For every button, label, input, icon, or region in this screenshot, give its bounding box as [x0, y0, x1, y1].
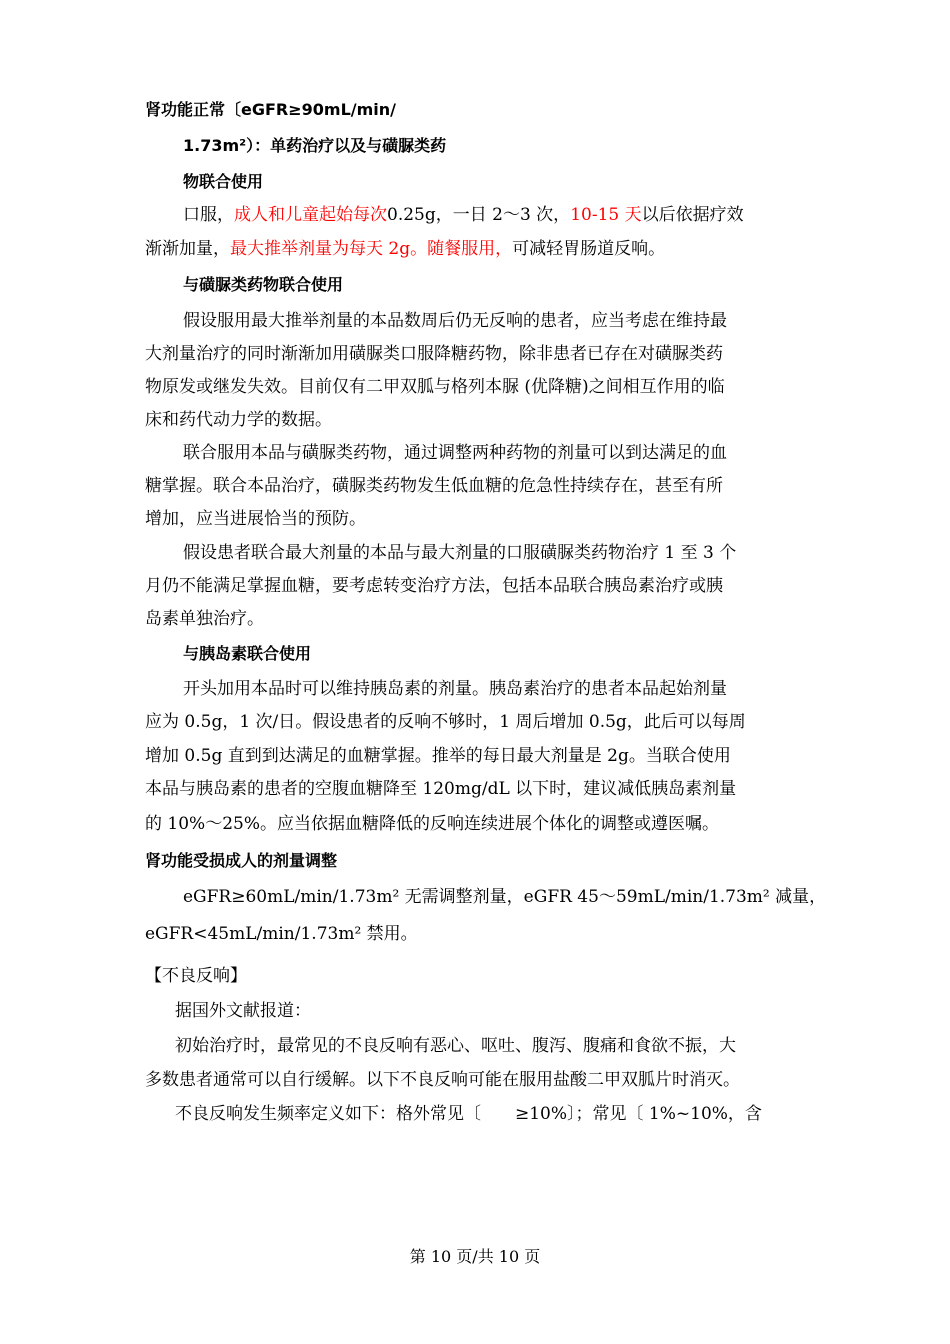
sulfonylurea-p1-line2: 大剂量治疗的同时渐渐加用磺脲类口服降糖药物，除非患者已存在对磺脲类药 — [145, 344, 723, 364]
adverse-p2-line2: 多数患者通常可以自行缓解。以下不良反响可能在服用盐酸二甲双胍片时消灭。 — [145, 1070, 740, 1090]
insulin-p1-line3: 增加 0.5g 直到到达满足的血糖掌握。推举的每日最大剂量是 2g。当联合使用 — [145, 746, 731, 766]
renal-normal-heading-line2: 1.73m²）：单药治疗以及与磺脲类药 — [183, 136, 447, 155]
dosage-highlight-start: 成人和儿童起始每次 — [234, 205, 387, 225]
sulfonylurea-p3-line1: 假设患者联合最大剂量的本品与最大剂量的口服磺脲类药物治疗 1 至 3 个 — [183, 543, 737, 563]
dosage-highlight-max: 最大推举剂量为每天 2g。随餐服用， — [230, 239, 513, 259]
adverse-p1: 据国外文献报道： — [175, 1001, 311, 1021]
dosage-text-reduce: 可减轻胃肠道反响。 — [512, 239, 666, 259]
sulfonylurea-p3-line2: 月仍不能满足掌握血糖，要考虑转变治疗方法，包括本品联合胰岛素治疗或胰 — [145, 576, 723, 596]
sulfonylurea-p1-line3: 物原发或继发失效。目前仅有二甲双胍与格列本脲 (优降糖)之间相互作用的临 — [145, 377, 725, 397]
adverse-heading: 【不良反响】 — [145, 966, 247, 986]
insulin-p1-line1: 开头加用本品时可以维持胰岛素的剂量。胰岛素治疗的患者本品起始剂量 — [183, 679, 727, 699]
insulin-p1-line4: 本品与胰岛素的患者的空腹血糖降至 120mg/dL 以下时，建议减低胰岛素剂量 — [145, 779, 737, 799]
sulfonylurea-p2-line3: 增加，应当进展恰当的预防。 — [145, 509, 366, 529]
dosage-text-increase: 渐渐加量， — [145, 239, 230, 259]
dosage-paragraph-line2 — [145, 237, 665, 261]
sulfonylurea-p2-line2: 糖掌握。联合本品治疗，磺脲类药物发生低血糖的危急性持续存在，甚至有所 — [145, 476, 723, 496]
adverse-p2-line1: 初始治疗时，最常见的不良反响有恶心、呕吐、腹泻、腹痛和食欲不振，大 — [175, 1036, 736, 1056]
dosage-paragraph-line1 — [183, 203, 744, 227]
renal-normal-heading-line1: 肾功能正常〔eGFR≥90mL/min/ — [145, 100, 397, 119]
renal-normal-heading-line3: 物联合使用 — [183, 172, 264, 191]
sulfonylurea-p1-line1: 假设服用最大推举剂量的本品数周后仍无反响的患者，应当考虑在维持最 — [183, 311, 727, 331]
insulin-p1-line5: 的 10%～25%。应当依据血糖降低的反响连续进展个体化的调整或遵医嘱。 — [145, 814, 719, 834]
dosage-text-oral: 口服， — [183, 205, 234, 225]
adverse-p3-line1: 不良反响发生频率定义如下：格外常见〔 ≥10%〕；常见〔 1%~10%，含 — [175, 1104, 762, 1124]
insulin-p1-line2: 应为 0.5g，1 次/日。假设患者的反响不够时，1 周后增加 0.5g，此后可以每周 — [145, 712, 746, 732]
page-footer: 第 10 页/共 10 页 — [409, 1247, 541, 1266]
dosage-text-after: 以后依据疗效 — [641, 205, 744, 225]
renal-impaired-line2: eGFR<45mL/min/1.73m² 禁用。 — [145, 924, 418, 944]
sulfonylurea-p1-line4: 床和药代动力学的数据。 — [145, 410, 332, 430]
sulfonylurea-p2-line1: 联合服用本品与磺脲类药物，通过调整两种药物的剂量可以到达满足的血 — [183, 443, 727, 463]
dosage-highlight-days: 10-15 天 — [570, 205, 642, 225]
renal-impaired-heading: 肾功能受损成人的剂量调整 — [145, 851, 338, 870]
insulin-heading: 与胰岛素联合使用 — [183, 644, 312, 663]
renal-impaired-line1: eGFR≥60mL/min/1.73m² 无需调整剂量，eGFR 45～59mL/min/1.73m² 减量， — [183, 887, 827, 907]
sulfonylurea-p3-line3: 岛素单独治疗。 — [145, 609, 264, 629]
dosage-text-amount: 0.25g，一日 2～3 次， — [387, 205, 571, 225]
sulfonylurea-heading: 与磺脲类药物联合使用 — [183, 275, 344, 294]
